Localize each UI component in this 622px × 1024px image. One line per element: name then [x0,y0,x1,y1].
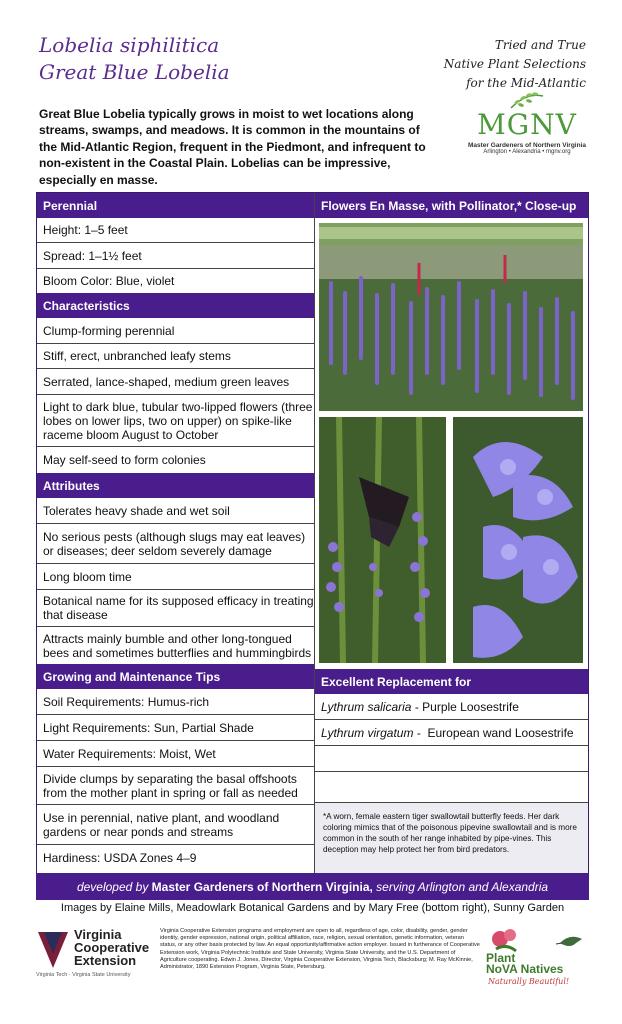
common-name: Great Blue Lobelia [39,60,230,84]
replacement-row [315,720,588,746]
info-row: Spread: 1–1½ feet [37,243,314,269]
pnn-tagline: Naturally Beautiful! [488,977,570,986]
replacement-row [315,694,588,720]
info-row: Light Requirements: Sun, Partial Shade [37,715,314,741]
legal-text: Virginia Cooperative Extension programs and employment are open to all, regardless of age, color, disability, gender, gender identity, gender expression, national origin, political affiliation, race, religion, sexual orientation, genetic information, veteran status, or any other basis protected by law. An equal opportunity/affirmative action employer. Issued in furtherance of Cooperative Extension work, Virginia Polytechnic Institute and State University, Virginia State University, and the U.S. Department of Agriculture cooperating. Edwin J. Jones, Director, Virginia Cooperative Extension, Virginia Tech, Blacksburg; M. Ray McKinnie, Administrator, 1890 Extension Program, Virginia State, Petersburg. [160,928,480,971]
image-credits: Images by Elaine Mills, Meadowlark Botanical Gardens and by Mary Free (bottom right), Sunny Garden [60,902,565,914]
pnn-line2: NoVA Natives [486,962,564,976]
tagline-line: Native Plant Selections [443,57,586,71]
mgnv-org-name: Master Gardeners of Northern Virginia [468,142,586,149]
section-header-tips: Growing and Maintenance Tips [37,664,314,689]
info-row: Attracts mainly bumble and other long-tongued bees and sometimes butterflies and hummingbirds [37,627,314,664]
mgnv-logo [465,90,589,155]
en-masse-image [319,223,583,411]
section-header-replacement: Excellent Replacement for [315,669,588,694]
mgnv-locations: Arlington • Alexandria • mgnv.org [483,149,571,155]
info-row: Divide clumps by separating the basal offshoots from the mother plant in spring or fall as needed [37,767,314,805]
developed-org: Master Gardeners of Northern Virginia, [151,879,373,894]
info-row: Stiff, erect, unbranched leafy stems [37,344,314,369]
replacement-common: - Purple Loosestrife [411,699,519,714]
hummingbird-icon [556,929,586,955]
section-header-photos: Flowers En Masse, with Pollinator,* Close-up [315,193,588,218]
replacement-species: Lythrum virgatum [321,725,414,740]
left-column [37,193,314,871]
info-row: Use in perennial, native plant, and woodland gardens or near ponds and streams [37,805,314,845]
vce-emblem-icon [36,930,70,970]
section-header-attributes: Attributes [37,473,314,498]
pnn-line1: Plant [486,951,516,965]
info-row: Tolerates heavy shade and wet soil [37,498,314,524]
tagline-line: for the Mid-Atlantic [466,76,586,90]
page-title [39,32,230,86]
developed-prefix: developed by [76,879,152,894]
replacement-species: Lythrum salicaria [321,699,412,714]
photo-pollinator [319,417,446,663]
tagline [356,36,586,93]
photo-closeup [453,417,583,663]
info-row: Soil Requirements: Humus-rich [37,689,314,715]
vce-line1: Virginia [74,927,122,942]
vce-logo [36,928,158,982]
vce-line3: Extension [74,953,137,968]
intro-paragraph: Great Blue Lobelia typically grows in moist to wet locations along streams, swamps, and meadows. It is common in the mountains of the Mid-Atlantic Region, frequent in the Piedmont, and infrequent to non-existent in the Coastal Plain. Lobelias can be impressive, especially en masse. [39,107,426,187]
empty-row [315,772,588,803]
leaf-sprig-icon [507,90,547,110]
info-row: May self-seed to form colonies [37,447,314,473]
pollinator-image [319,417,446,663]
info-row: No serious pests (although slugs may eat leaves) or diseases; deer seldom severely damage [37,524,314,564]
plant-info-table [36,192,589,875]
section-header-perennial: Perennial [37,193,314,218]
info-row: Water Requirements: Moist, Wet [37,741,314,767]
info-row: Clump-forming perennial [37,318,314,344]
scientific-name: Lobelia siphilitica [39,33,220,57]
section-header-characteristics: Characteristics [37,293,314,318]
info-row: Botanical name for its supposed efficacy in treating that disease [37,590,314,627]
pollinator-note: *A worn, female eastern tiger swallowtail butterfly feeds. Her dark coloring mimics that of the poisonous pipevine swallowtail and is more common in the south of her range inhabited by pipe-vines. This deception may help protect her from bird predators. [315,803,588,874]
info-row: Light to dark blue, tubular two-lipped flowers (three lobes on lower lips, two on upper) on spike-like raceme bloom August to October [37,395,314,447]
info-row: Height: 1–5 feet [37,218,314,243]
replacement-common: - European wand Loosestrife [413,725,574,740]
info-row: Hardiness: USDA Zones 4–9 [37,845,314,871]
info-row: Serrated, lance-shaped, medium green leaves [37,369,314,395]
info-row: Bloom Color: Blue, violet [37,269,314,293]
developed-suffix: serving Arlington and Alexandria [372,879,549,894]
closeup-image [453,417,583,663]
photo-en-masse [319,223,583,411]
vce-line2: Cooperative [74,940,150,955]
empty-row [315,746,588,772]
vce-sub: Virginia Tech · Virginia State University [36,972,131,978]
mgnv-wordmark: MGNV [477,108,577,141]
info-row: Long bloom time [37,564,314,590]
developed-by-band [36,873,589,900]
plant-nova-natives-logo [484,925,588,987]
tagline-line: Tried and True [494,38,586,52]
